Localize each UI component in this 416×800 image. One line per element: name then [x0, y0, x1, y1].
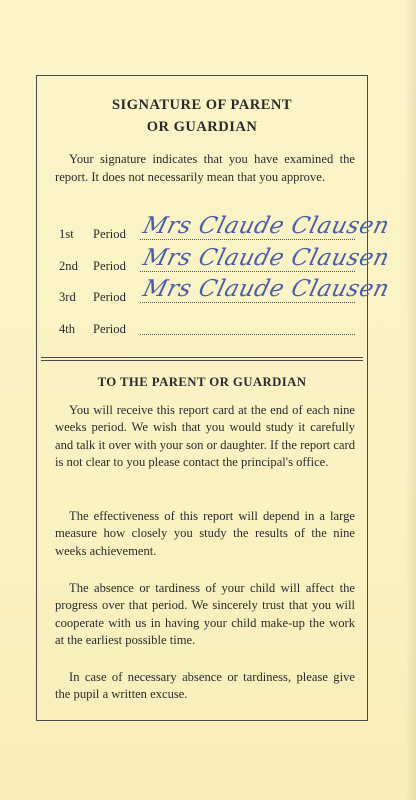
signature-line	[140, 334, 355, 335]
period-label: Period	[93, 259, 126, 273]
handwritten-signature: Mrs Claude Clausen	[140, 213, 393, 239]
period-label: Period	[93, 290, 126, 304]
period-label: Period	[93, 227, 126, 241]
period-row-4	[59, 322, 359, 342]
period-ordinal: 3rd	[59, 290, 76, 304]
parent-paragraph-3: The absence or tardiness of your child will affect the progress over that period. We sincerely trust that you will cooperate with us in having your child make-up the work at the earliest possible time.	[55, 581, 355, 647]
report-card-panel	[36, 75, 393, 721]
period-ordinal: 1st	[59, 227, 74, 241]
parent-paragraph-1: You will receive this report card at the end of each nine weeks period. We wish that you would study it carefully and talk it over with your son or daughter. If the report card is not clear to you please contact the principal's office.	[55, 403, 355, 469]
parent-paragraph-4: In case of necessary absence or tardiness, please give the pupil a written excuse.	[55, 670, 355, 702]
page-edge-shadow	[406, 0, 416, 800]
period-ordinal: 2nd	[59, 259, 78, 273]
parent-paragraph-2: The effectiveness of this report will depend in a large measure how closely you study the results of the nine weeks achievement.	[55, 509, 355, 558]
section-divider	[41, 357, 363, 358]
period-row-1	[59, 213, 393, 247]
signature-title-line2: OR GUARDIAN	[146, 119, 258, 135]
signature-intro-text: Your signature indicates that you have examined the report. It does not necessarily mean that you approve.	[55, 152, 355, 184]
signature-title-line1: SIGNATURE OF PARENT	[111, 97, 293, 113]
handwritten-signature: Mrs Claude Clausen	[140, 276, 393, 302]
period-row-3	[59, 276, 393, 310]
period-ordinal: 4th	[59, 322, 76, 336]
parent-section-heading: TO THE PARENT OR GUARDIAN	[97, 375, 307, 389]
handwritten-signature: Mrs Claude Clausen	[140, 245, 393, 271]
section-divider	[41, 360, 363, 361]
period-label: Period	[93, 322, 126, 336]
